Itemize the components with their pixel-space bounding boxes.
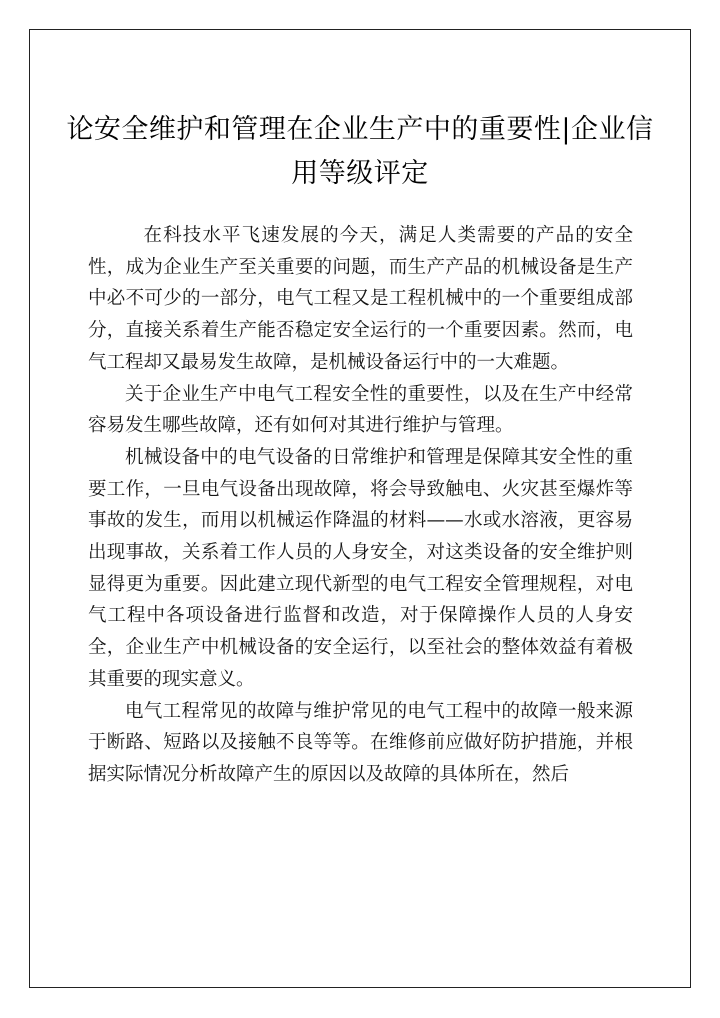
paragraph-4: 电气工程常见的故障与维护常见的电气工程中的故障一般来源于断路、短路以及接触不良等等。在维修前应做好防护措施，并根据实际情况分析故障产生的原因以及故障的具体所在，然后 xyxy=(88,700,633,785)
paragraph-2: 关于企业生产中电气工程安全性的重要性，以及在生产中经常容易发生哪些故障，还有如何对其进行维护与管理。 xyxy=(88,383,633,437)
document-body xyxy=(88,220,633,791)
paragraph-3: 机械设备中的电气设备的日常维护和管理是保障其安全性的重要工作，一旦电气设备出现故障，将会导致触电、火灾甚至爆炸等事故的发生，而用以机械运作降温的材料——水或水溶液，更容易出现事故，关系着工作人员的人身安全，对这类设备的安全维护则显得更为重要。因此建立现代新型的电气工程安全管理规程，对电气工程中各项设备进行监督和改造，对于保障操作人员的人身安全，企业生产中机械设备的安全运行，以至社会的整体效益有着极其重要的现实意义。 xyxy=(88,446,633,690)
document-title: 论安全维护和管理在企业生产中的重要性|企业信用等级评定 xyxy=(66,114,654,189)
paragraph-1: 在科技水平飞速发展的今天，满足人类需要的产品的安全性，成为企业生产至关重要的问题，而生产产品的机械设备是生产中必不可少的一部分，电气工程又是工程机械中的一个重要组成部分，直接关系着生产能否稳定安全运行的一个重要因素。然而，电气工程却又最易发生故障，是机械设备运行中的一大难题。 xyxy=(88,225,633,373)
